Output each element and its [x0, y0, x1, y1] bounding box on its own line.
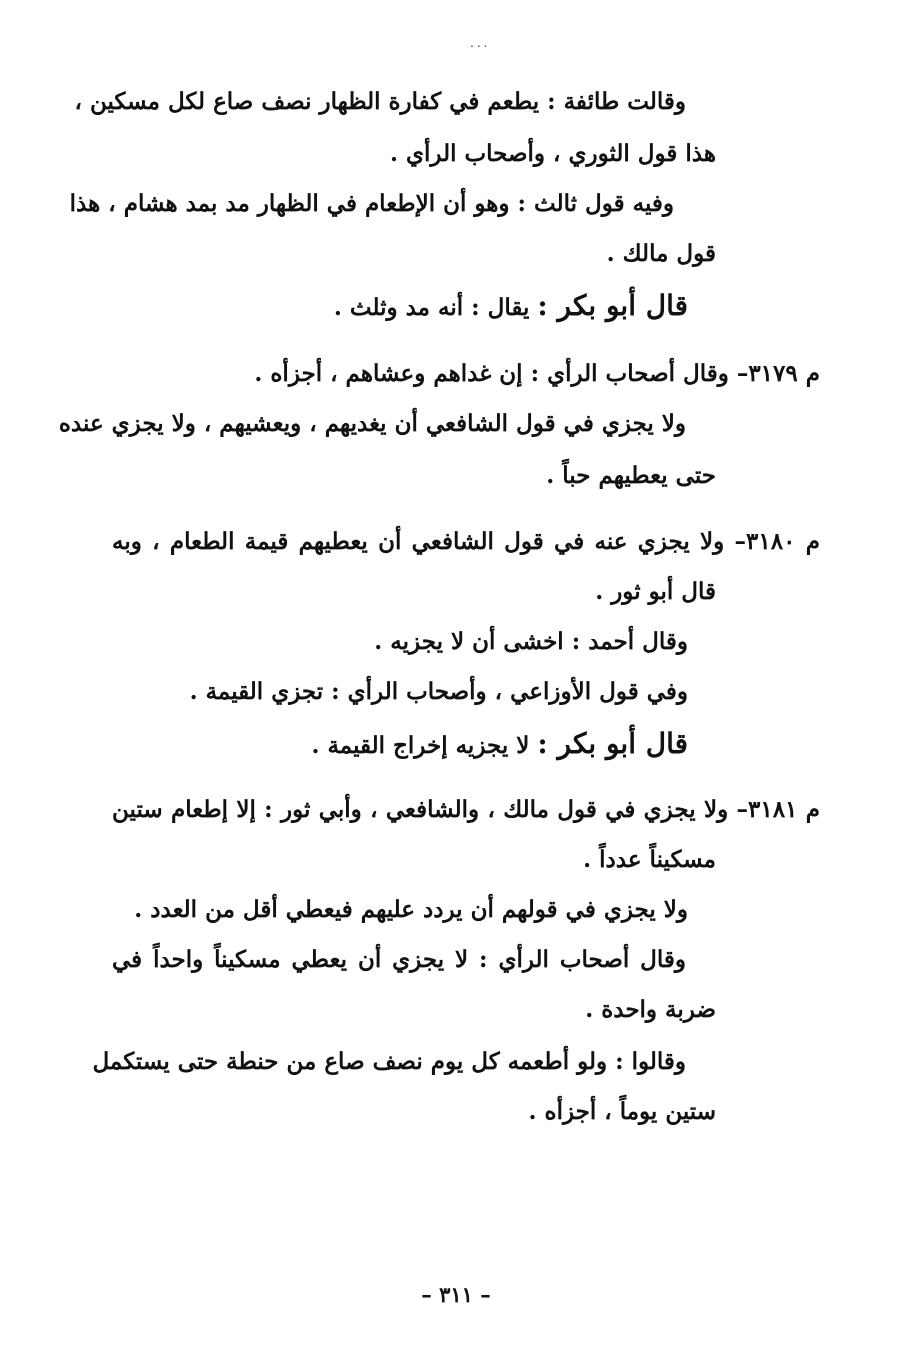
- entry-3180-line5: [311, 728, 688, 762]
- entry-3179-line2: ولا يجزي في قول الشافعي أن يغديهم ، ويعشيهم ، ولا يجزي عنده: [58, 410, 686, 437]
- entry-3180-line3: وقال أحمد : اخشى أن لا يجزيه .: [374, 628, 688, 655]
- entry-3181-line6: وقالوا : ولو أطعمه كل يوم نصف صاع من حنطة حتى يستكمل: [92, 1048, 686, 1075]
- para1-line2: هذا قول الثوري ، وأصحاب الرأي .: [390, 140, 716, 167]
- header-mark: ...: [470, 36, 491, 50]
- entry-3179-line1: [254, 358, 820, 390]
- abu-bakr-lead: قال أبو بكر :: [537, 727, 688, 760]
- page-number: – ٣١١ –: [421, 1282, 491, 1307]
- entry-3181-line3: ولا يجزي في قولهم أن يردد عليهم فيعطي أقل من العدد .: [134, 896, 688, 923]
- entry-3181-number: م ٣١٨١–: [736, 796, 820, 823]
- entry-3180-text1: ولا يجزي عنه في قول الشافعي أن يعطيهم قيمة الطعام ، وبه: [112, 528, 735, 555]
- para3-line: [334, 290, 688, 324]
- entry-3179-line3: حتى يعطيهم حباً .: [546, 462, 716, 489]
- entry-3181-line5: ضربة واحدة .: [585, 996, 716, 1023]
- entry-3179-number: م ٣١٧٩–: [736, 360, 820, 387]
- entry-3180-number: م ٣١٨٠–: [734, 528, 821, 555]
- entry-3180-line1: [112, 526, 820, 558]
- entry-3181-line4: وقال أصحاب الرأي : لا يجزي أن يعطي مسكيناً واحداً في: [112, 946, 686, 973]
- para1-line1: وقالت طائفة : يطعم في كفارة الظهار نصف صاع لكل مسكين ،: [74, 88, 686, 115]
- abu-bakr-lead: قال أبو بكر :: [537, 289, 688, 322]
- entry-3181-line7: ستين يوماً ، أجزأه .: [528, 1098, 716, 1125]
- para2-line1: وفيه قول ثالث : وهو أن الإطعام في الظهار مد بمد هشام ، هذا: [69, 190, 674, 217]
- entry-3179-text1: وقال أصحاب الرأي : إن غداهم وعشاهم ، أجزأه .: [254, 360, 737, 387]
- entry-3180-line2: قال أبو ثور .: [595, 578, 716, 605]
- para2-line2: قول مالك .: [606, 240, 716, 267]
- entry-3181-text1: ولا يجزي في قول مالك ، والشافعي ، وأبي ثور : إلا إطعام ستين: [112, 796, 737, 823]
- entry-3180-text5: لا يجزيه إخراج القيمة .: [311, 732, 538, 759]
- entry-3180-line4: وفي قول الأوزاعي ، وأصحاب الرأي : تجزي القيمة .: [189, 678, 688, 705]
- para3-text: يقال : أنه مد وثلث .: [333, 294, 538, 321]
- entry-3181-line1: [112, 794, 820, 826]
- entry-3181-line2: مسكيناً عدداً .: [583, 846, 716, 873]
